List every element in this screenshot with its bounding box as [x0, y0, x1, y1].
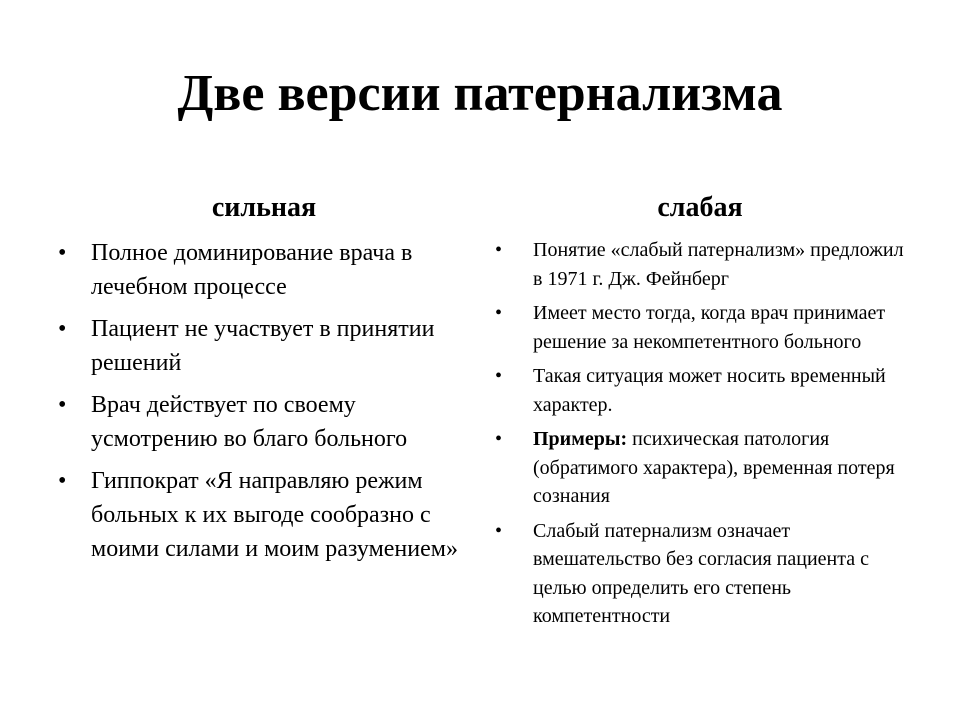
list-item	[58, 236, 470, 304]
bullet-icon: •	[58, 392, 67, 418]
list-item	[494, 236, 906, 293]
bullet-icon: •	[495, 365, 503, 387]
list-item	[58, 312, 470, 380]
bullet-text: Пациент не участвует в принятии решений	[91, 316, 435, 376]
bullet-text: Слабый патернализм означает вмешательство без согласия пациента с целью определить его степень компетентности	[533, 519, 869, 627]
list-item	[494, 299, 906, 356]
bullet-icon: •	[495, 239, 503, 261]
bullet-icon: •	[58, 240, 67, 266]
bullet-icon: •	[58, 316, 67, 342]
bullet-text: Такая ситуация может носить временный характер.	[533, 365, 886, 416]
list-item	[494, 517, 906, 631]
bullet-text: Полное доминирование врача в лечебном процессе	[91, 240, 413, 300]
slide-title: Две версии патернализма	[177, 65, 783, 122]
list-item	[58, 388, 470, 456]
strong-paternalism-column	[58, 188, 470, 574]
list-item	[494, 425, 906, 511]
weak-bullet-list	[494, 236, 906, 631]
weak-paternalism-column	[494, 188, 906, 637]
bullet-icon: •	[495, 302, 503, 324]
strong-heading: сильная	[211, 192, 317, 223]
list-item	[494, 362, 906, 419]
list-item	[58, 464, 470, 566]
weak-heading: слабая	[657, 192, 743, 223]
bullet-icon: •	[495, 428, 503, 450]
bullet-text: Врач действует по своему усмотрению во благо больного	[91, 392, 408, 452]
bullet-text: Имеет место тогда, когда врач принимает решение за некомпетентного больного	[533, 302, 886, 353]
strong-bullet-list	[58, 236, 470, 566]
examples-lead-label: Примеры:	[533, 428, 628, 450]
bullet-text: психическая патология (обратимого характера), временная потеря сознания	[533, 428, 895, 507]
bullet-icon: •	[58, 468, 67, 494]
bullet-text: Гиппократ «Я направляю режим больных к их выгоде сообразно с моими силами и моим разумением»	[91, 468, 458, 562]
bullet-text: Понятие «слабый патернализм» предложил в 1971 г. Дж. Фейнберг	[533, 239, 904, 290]
bullet-icon: •	[495, 519, 503, 542]
